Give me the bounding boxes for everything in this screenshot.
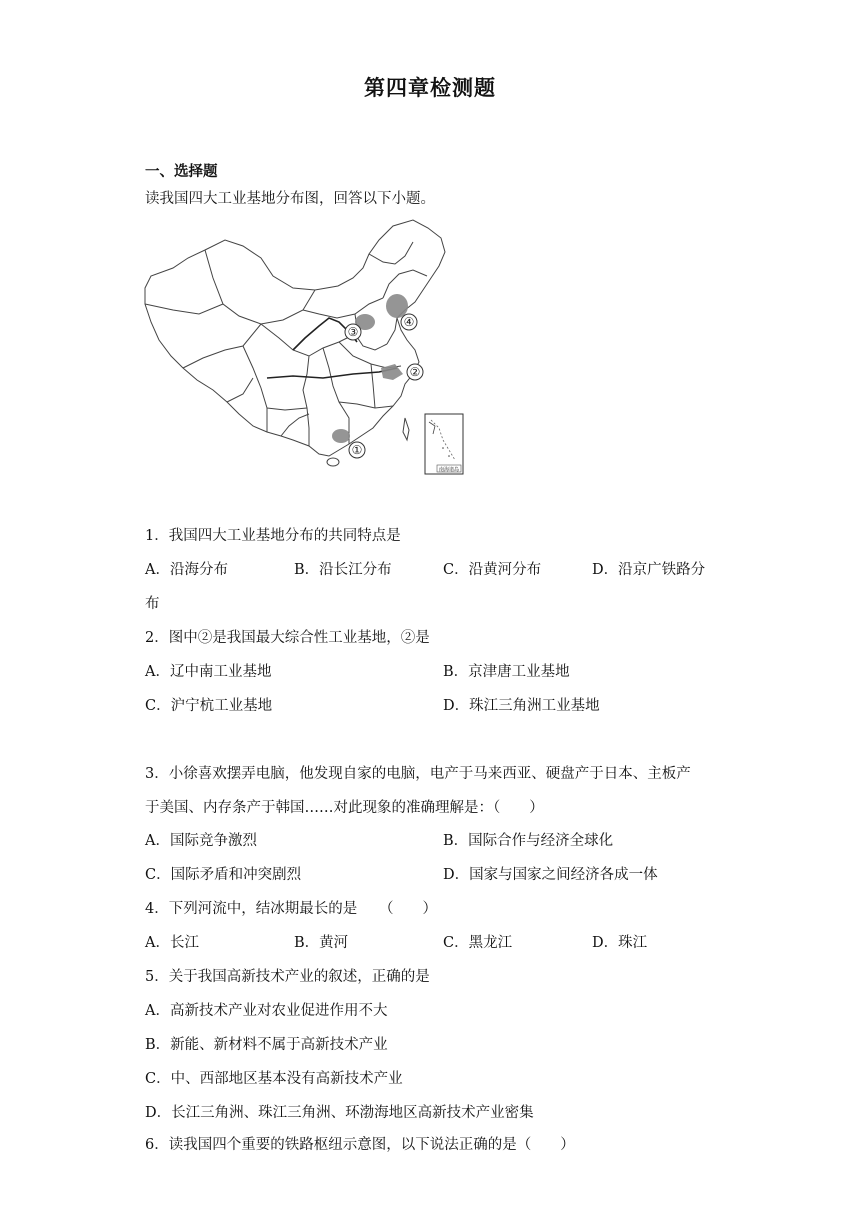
q3-option-b[interactable]: B．国际合作与经济全球化 [443,833,614,849]
q4-option-b[interactable]: B．黄河 [294,935,349,951]
south-sea-inset [425,414,463,474]
intro-text: 读我国四大工业基地分布图，回答以下小题。 [145,191,435,207]
question-4-stem: 4．下列河流中，结冰期最长的是 （ ） [145,901,437,917]
question-2-options-row1 [145,660,725,682]
q4-option-d[interactable]: D．珠江 [592,935,648,951]
marker-3-label: ③ [347,325,359,339]
q5-option-d[interactable]: D．长江三角洲、珠江三角洲、环渤海地区高新技术产业密集 [145,1105,534,1121]
q4-option-c[interactable]: C．黑龙江 [443,935,513,951]
section-heading: 一、选择题 [145,163,218,180]
marker-2-label: ② [409,365,421,379]
marker-1-label: ① [351,443,363,457]
marker-4-label: ④ [403,315,415,329]
q2-option-d[interactable]: D．珠江三角洲工业基地 [443,698,600,714]
question-2-options-row2 [145,694,725,716]
question-3-options-row1 [145,829,725,851]
china-industrial-base-map [143,218,465,476]
inset-label: 南海诸岛 [438,467,460,473]
q5-option-c[interactable]: C．中、西部地区基本没有高新技术产业 [145,1071,403,1087]
q5-option-a[interactable]: A．高新技术产业对农业促进作用不大 [145,1003,388,1019]
question-2-stem: 2．图中②是我国最大综合性工业基地，②是 [145,630,430,646]
question-3-stem-line1: 3．小徐喜欢摆弄电脑，他发现自家的电脑，电产于马来西亚、硬盘产于日本、主板产 [145,766,691,782]
q3-option-c[interactable]: C．国际矛盾和冲突剧烈 [145,867,302,883]
question-3-stem-line2: 于美国、内存条产于韩国……对此现象的准确理解是：（ ） [145,800,544,816]
q1-option-d[interactable]: D．沿京广铁路分 [592,562,706,578]
question-4-options [145,931,725,953]
q1-option-b[interactable]: B．沿长江分布 [294,562,392,578]
question-1-options [145,558,725,580]
china-map-svg [143,218,465,476]
q5-option-b[interactable]: B．新能、新材料不属于高新技术产业 [145,1037,388,1053]
q3-option-a[interactable]: A．国际竞争激烈 [145,833,257,849]
q1-option-a[interactable]: A．沿海分布 [145,562,228,578]
q3-option-d[interactable]: D．国家与国家之间经济各成一体 [443,867,658,883]
question-5-stem: 5．关于我国高新技术产业的叙述，正确的是 [145,969,430,985]
q2-option-c[interactable]: C．沪宁杭工业基地 [145,698,273,714]
q2-option-a[interactable]: A．辽中南工业基地 [145,664,272,680]
q1-option-d-wrap: 布 [145,596,160,612]
q2-option-b[interactable]: B．京津唐工业基地 [443,664,570,680]
page-title: 第四章检测题 [364,75,496,100]
q4-option-a[interactable]: A．长江 [145,935,199,951]
question-1-stem: 1．我国四大工业基地分布的共同特点是 [145,528,401,544]
question-6-stem: 6．读我国四个重要的铁路枢纽示意图，以下说法正确的是（ ） [145,1137,575,1153]
question-3-options-row2 [145,863,725,885]
q1-option-c[interactable]: C．沿黄河分布 [443,562,542,578]
